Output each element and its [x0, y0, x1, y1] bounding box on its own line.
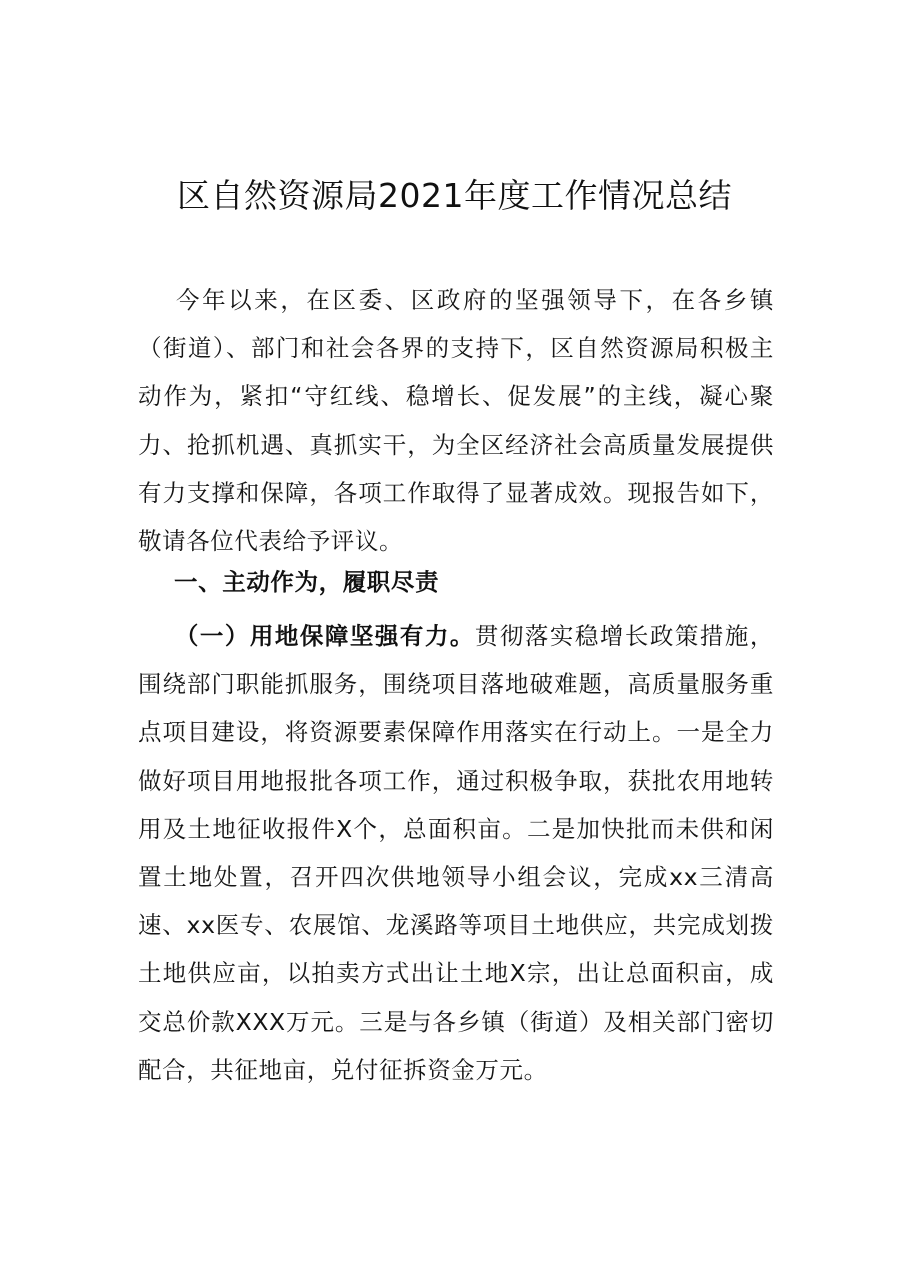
- subsection-paragraph: [138, 612, 774, 1094]
- intro-text: 今年以来，在区委、区政府的坚强领导下，在各乡镇（街道）、部门和社会各界的支持下，区自然资源局积极主动作为，紧扣“守红线、稳增长、促发展”的主线，凝心聚力、抢抓机遇、真抓实干，为全区经济社会高质量发展提供有力支撑和保障，各项工作取得了显著成效。现报告如下，敬请各位代表给予评议。: [138, 286, 774, 556]
- document-title: 区自然资源局2021年度工作情况总结: [177, 176, 732, 216]
- subsection-text: 贯彻落实稳增长政策措施，围绕部门职能抓服务，围绕项目落地破难题，高质量服务重点项目建设，将资源要素保障作用落实在行动上。一是全力做好项目用地报批各项工作，通过积极争取，获批农用地转用及土地征收报件X个，总面积亩。二是加快批而未供和闲置土地处置，召开四次供地领导小组会议，完成xx三清高速、xx医专、农展馆、龙溪路等项目土地供应，共完成划拨土地供应亩，以拍卖方式出让土地X宗，出让总面积亩，成交总价款XXX万元。三是与各乡镇（街道）及相关部门密切配合，共征地亩，兑付征拆资金万元。: [138, 622, 775, 1084]
- intro-paragraph: [138, 276, 774, 565]
- subsection-heading: （一）用地保障坚强有力。: [174, 622, 475, 650]
- section-heading: 一、主动作为，履职尽责: [174, 568, 440, 596]
